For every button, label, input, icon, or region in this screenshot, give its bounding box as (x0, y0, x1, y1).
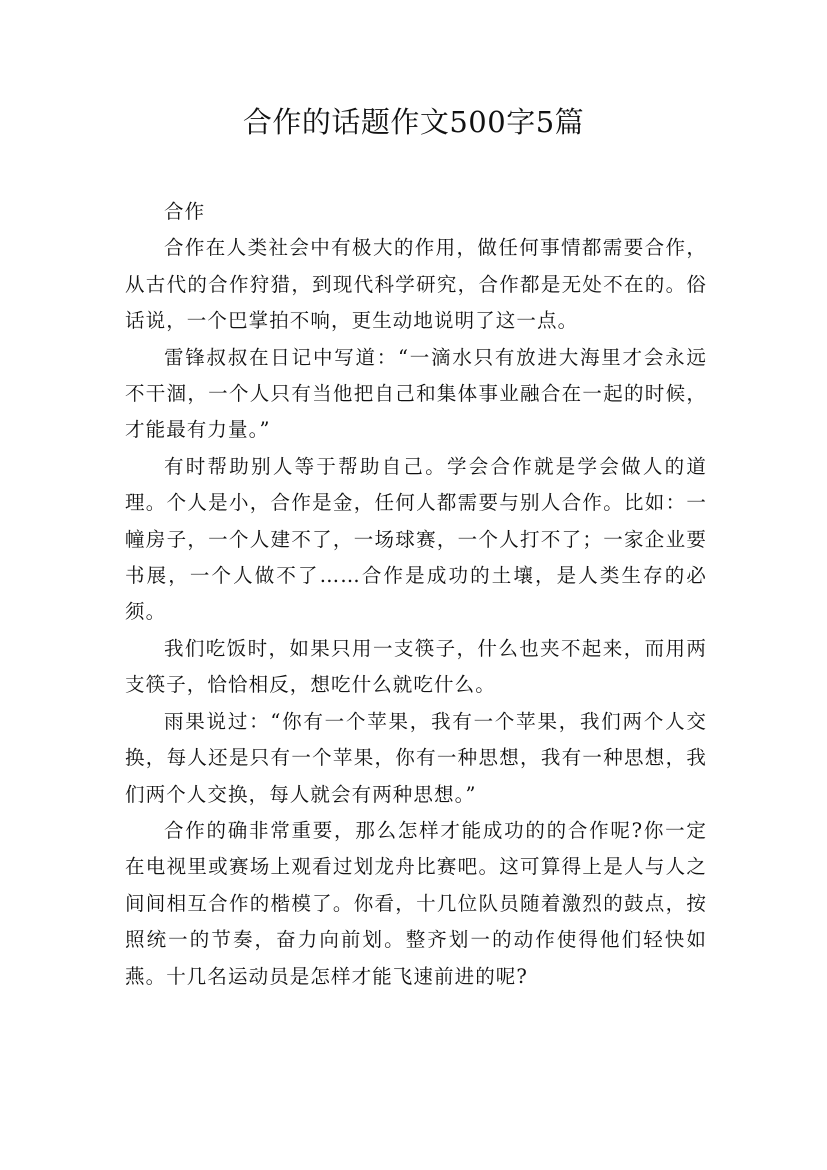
paragraph: 合作在人类社会中有极大的作用，做任何事情都需要合作，从古代的合作狩猎，到现代科学研究，合作都是无处不在的。俗话说，一个巴掌拍不响，更生动地说明了这一点。 (125, 236, 707, 333)
paragraph: 我们吃饭时，如果只用一支筷子，什么也夹不起来，而用两支筷子，恰恰相反，想吃什么就吃什么。 (125, 636, 707, 697)
paragraph: 合作的确非常重要，那么怎样才能成功的的合作呢?你一定在电视里或赛场上观看过划龙舟比赛吧。这可算得上是人与人之间间相互合作的楷模了。你看，十几位队员随着激烈的鼓点，按照统一的节奏，奋力向前划。整齐划一的动作使得他们轻快如燕。十几名运动员是怎样才能飞速前进的呢? (125, 818, 707, 988)
paragraph: 有时帮助别人等于帮助自己。学会合作就是学会做人的道理。个人是小，合作是金，任何人都需要与别人合作。比如：一幢房子，一个人建不了，一场球赛，一个人打不了；一家企业要书展，一个人做不了……合作是成功的土壤，是人类生存的必须。 (125, 454, 707, 624)
document-title: 合作的话题作文500字5篇 (242, 105, 585, 139)
document-body (125, 194, 707, 995)
paragraph: 雷锋叔叔在日记中写道：“一滴水只有放进大海里才会永远不干涸，一个人只有当他把自己和集体事业融合在一起的时候，才能最有力量。” (125, 345, 707, 442)
paragraph: 雨果说过：“你有一个苹果，我有一个苹果，我们两个人交换，每人还是只有一个苹果，你有一种思想，我有一种思想，我们两个人交换，每人就会有两种思想。” (125, 709, 707, 806)
section-heading: 合作 (164, 200, 206, 223)
